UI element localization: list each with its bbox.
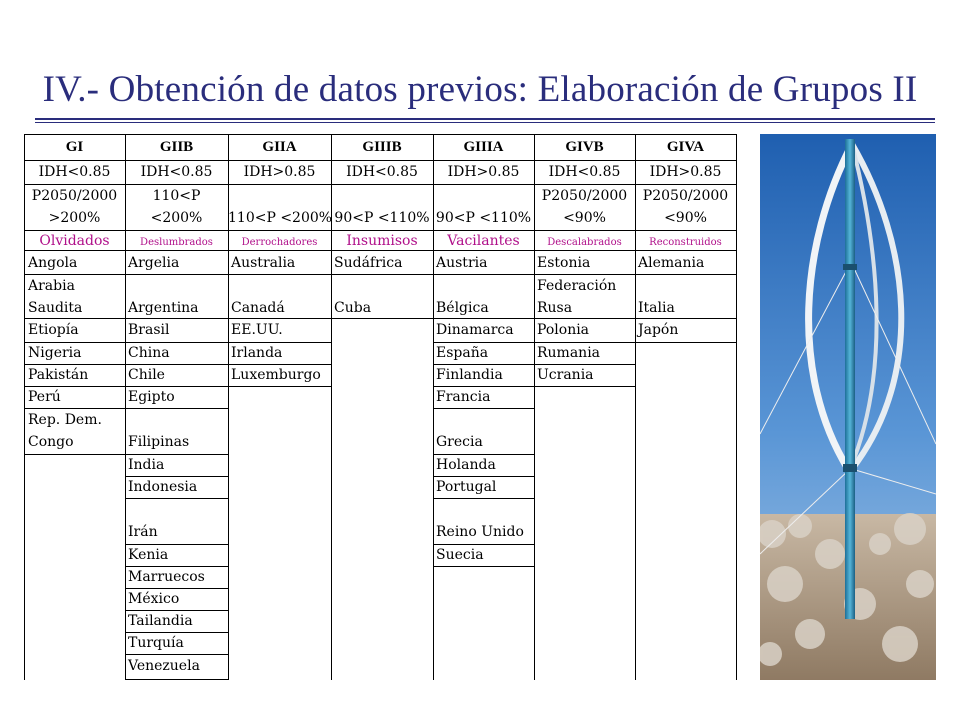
title-rule bbox=[35, 118, 935, 120]
country-givb: Ucrania bbox=[537, 367, 594, 383]
country-giib: Kenia bbox=[128, 547, 169, 563]
country-giib: Argentina bbox=[128, 300, 199, 316]
header-giiib: GIIIB bbox=[362, 139, 402, 155]
idh-gi: IDH<0.85 bbox=[38, 164, 111, 180]
country-gi: Angola bbox=[28, 255, 78, 271]
country-givb: Rumania bbox=[537, 345, 601, 361]
pop-giiia: 90<P <110% bbox=[435, 210, 532, 226]
pop-givb-1: P2050/2000 bbox=[541, 188, 628, 204]
header-giib: GIIB bbox=[159, 139, 194, 155]
country-gi: Pakistán bbox=[28, 367, 89, 383]
country-givb: Federación bbox=[537, 278, 617, 294]
pop-giiib: 90<P <110% bbox=[334, 210, 430, 226]
pop-giib-2: <200% bbox=[150, 210, 203, 226]
country-giib: Chile bbox=[128, 367, 165, 383]
country-giiia: Bélgica bbox=[436, 300, 489, 316]
country-giib: Filipinas bbox=[128, 434, 190, 450]
country-giia: Canadá bbox=[231, 300, 285, 316]
slide-title: IV.- Obtención de datos previos: Elaboración de Grupos II bbox=[42, 69, 918, 110]
country-giiia: Reino Unido bbox=[436, 524, 524, 540]
country-giiia: Dinamarca bbox=[436, 322, 514, 338]
country-giiia: Portugal bbox=[436, 479, 497, 495]
country-giib: México bbox=[128, 591, 180, 607]
header-givb: GIVB bbox=[565, 139, 604, 155]
category-giib: Deslumbrados bbox=[140, 237, 213, 248]
category-givb: Descalabrados bbox=[547, 237, 622, 248]
idh-giia: IDH>0.85 bbox=[243, 164, 316, 180]
country-giib: India bbox=[128, 457, 165, 473]
country-giiia: Holanda bbox=[436, 457, 496, 473]
country-giva: Japón bbox=[638, 322, 679, 338]
country-giiib: Cuba bbox=[334, 300, 372, 316]
country-giib: China bbox=[128, 345, 170, 361]
country-giib: Venezuela bbox=[128, 658, 200, 674]
pop-gi-1: P2050/2000 bbox=[31, 188, 118, 204]
country-giib: Argelia bbox=[128, 255, 180, 271]
country-giva: Italia bbox=[638, 300, 675, 316]
category-giiib: Insumisos bbox=[346, 233, 418, 249]
country-giia: Australia bbox=[231, 255, 296, 271]
header-gi: GI bbox=[65, 139, 84, 155]
category-giiia: Vacilantes bbox=[447, 233, 520, 249]
country-giia: Luxemburgo bbox=[231, 367, 321, 383]
header-giia: GIIA bbox=[262, 139, 297, 155]
country-giiia: Austria bbox=[436, 255, 488, 271]
country-giia: Irlanda bbox=[231, 345, 283, 361]
country-gi: Nigeria bbox=[28, 345, 82, 361]
pop-givb-2: <90% bbox=[563, 210, 606, 226]
country-giiia: Suecia bbox=[436, 547, 484, 563]
country-giiia: Grecia bbox=[436, 434, 483, 450]
category-giia: Derrochadores bbox=[241, 237, 318, 248]
header-giiia: GIIIA bbox=[463, 139, 504, 155]
country-gi: Congo bbox=[28, 434, 74, 450]
country-giiia: España bbox=[436, 345, 489, 361]
idh-givb: IDH<0.85 bbox=[548, 164, 621, 180]
idh-giiib: IDH<0.85 bbox=[346, 164, 418, 180]
country-givb: Polonia bbox=[537, 322, 590, 338]
country-giib: Turquía bbox=[128, 635, 184, 651]
country-giiib: Sudáfrica bbox=[334, 255, 403, 271]
category-giva: Reconstruidos bbox=[649, 237, 722, 248]
wind-turbine-photo bbox=[760, 134, 936, 680]
country-giib: Marruecos bbox=[128, 569, 205, 585]
country-giib: Brasil bbox=[128, 322, 170, 338]
pop-giib-1: 110<P bbox=[152, 188, 201, 204]
country-giib: Egipto bbox=[128, 389, 175, 405]
country-gi: Rep. Dem. bbox=[28, 412, 102, 428]
idh-giib: IDH<0.85 bbox=[140, 164, 213, 180]
country-giib: Indonesia bbox=[128, 479, 198, 495]
country-giiia: Francia bbox=[436, 389, 491, 405]
category-gi: Olvidados bbox=[39, 233, 110, 249]
idh-giiia: IDH>0.85 bbox=[447, 164, 520, 180]
pop-giia: 110<P <200% bbox=[228, 210, 333, 226]
pop-giva-2: <90% bbox=[664, 210, 707, 226]
wind-turbine-illustration bbox=[760, 134, 936, 680]
pop-gi-2: >200% bbox=[48, 210, 101, 226]
header-giva: GIVA bbox=[666, 139, 705, 155]
country-gi: Etiopía bbox=[28, 322, 79, 338]
country-giva: Alemania bbox=[638, 255, 705, 271]
country-giia: EE.UU. bbox=[231, 322, 283, 338]
country-gi: Perú bbox=[28, 389, 61, 405]
country-giib: Tailandia bbox=[128, 613, 193, 629]
country-giib: Irán bbox=[128, 524, 158, 540]
idh-giva: IDH>0.85 bbox=[649, 164, 722, 180]
country-givb: Rusa bbox=[537, 300, 573, 316]
country-gi: Arabia bbox=[28, 278, 75, 294]
country-gi: Saudita bbox=[28, 300, 83, 316]
pop-giva-1: P2050/2000 bbox=[642, 188, 729, 204]
country-givb: Estonia bbox=[537, 255, 591, 271]
country-giiia: Finlandia bbox=[436, 367, 503, 383]
title-rule-thin bbox=[35, 122, 935, 123]
